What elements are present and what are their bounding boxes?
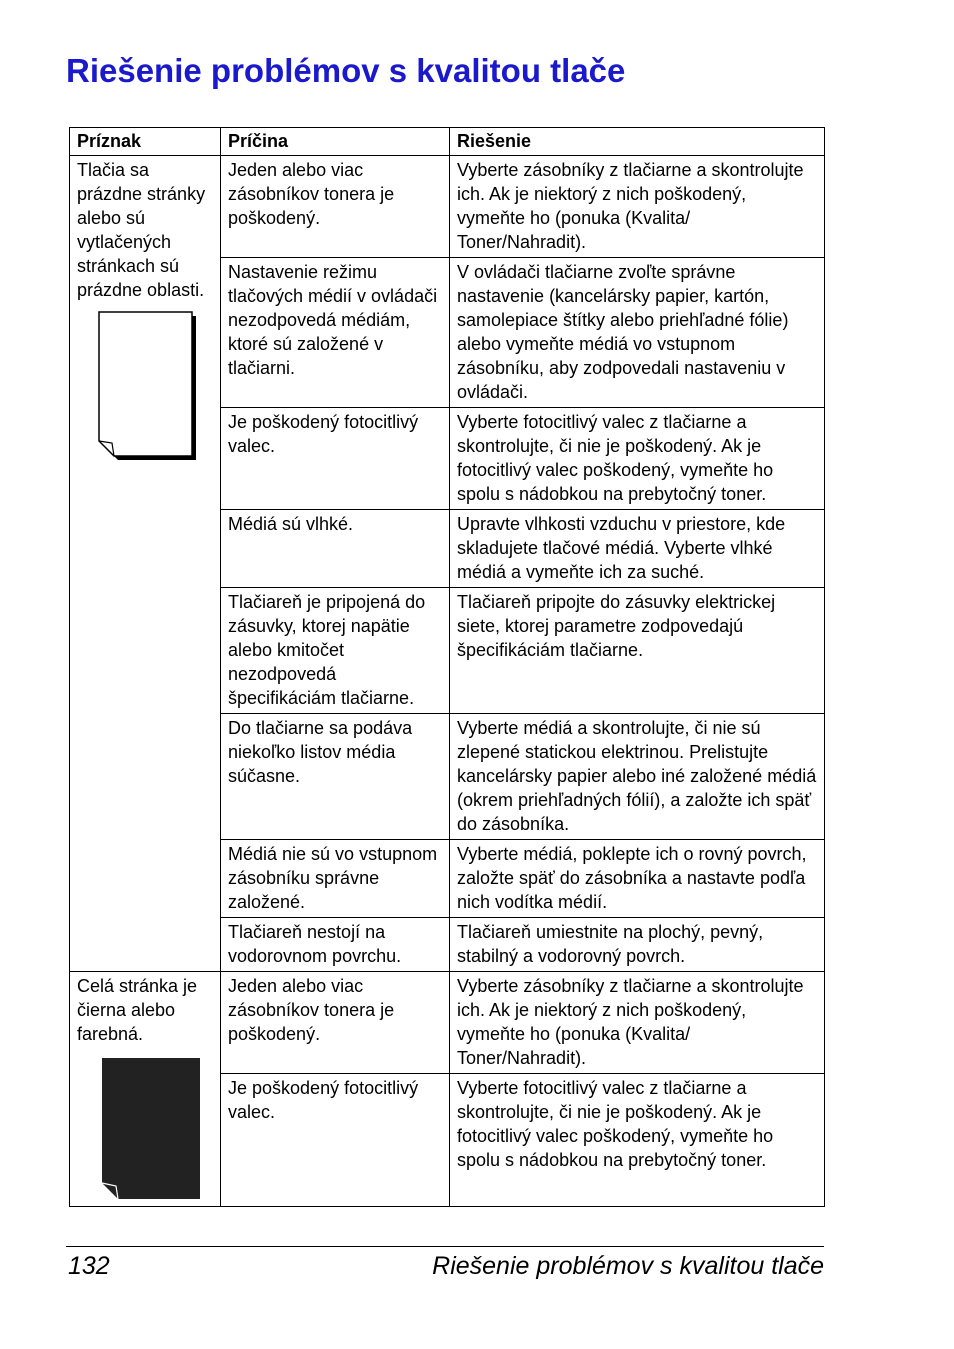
solution-cell: Upravte vlhkosti vzduchu v priestore, kde skladujete tlačové médiá. Vyberte vlhké médiá a vymeňte ich za suché. [450, 510, 825, 588]
troubleshooting-table [69, 127, 825, 1207]
black-page-icon [96, 1056, 202, 1202]
cause-cell: Tlačiareň nestojí na vodorovnom povrchu. [221, 918, 450, 972]
cause-cell: Jeden alebo viac zásobníkov tonera je poškodený. [221, 156, 450, 258]
header-solution: Riešenie [450, 128, 825, 156]
table-row [70, 156, 825, 258]
cause-cell: Tlačiareň je pripojená do zásuvky, ktorej napätie alebo kmitočet nezodpovedá špecifikáciám tlačiarne. [221, 588, 450, 714]
cause-cell: Do tlačiarne sa podáva niekoľko listov média súčasne. [221, 714, 450, 840]
cause-cell: Je poškodený fotocitlivý valec. [221, 408, 450, 510]
cause-cell: Médiá sú vlhké. [221, 510, 450, 588]
solution-cell: Vyberte médiá, poklepte ich o rovný povrch, založte späť do zásobníka a nastavte podľa nich vodítka médií. [450, 840, 825, 918]
symptom-text: Celá stránka je čierna alebo farebná. [77, 976, 198, 1044]
solution-cell: Tlačiareň pripojte do zásuvky elektrickej siete, ktorej parametre zodpovedajú špecifikáciám tlačiarne. [450, 588, 825, 714]
symptom-cell [70, 156, 221, 972]
cause-cell: Jeden alebo viac zásobníkov tonera je poškodený. [221, 972, 450, 1074]
solution-cell: Vyberte fotocitlivý valec z tlačiarne a skontrolujte, či nie je poškodený. Ak je fotocitlivý valec poškodený, vymeňte ho spolu s nádobkou na prebytočný toner. [450, 408, 825, 510]
page-title: Riešenie problémov s kvalitou tlače [66, 52, 626, 89]
symptom-text: Tlačia sa prázdne stránky alebo sú vytlačených stránkach sú prázdne oblasti. [77, 160, 206, 300]
solution-cell: V ovládači tlačiarne zvoľte správne nastavenie (kancelársky papier, kartón, samolepiace štítky alebo priehľadné fólie) alebo vymeňte médiá vo vstupnom zásobníku, aby zodpovedali nastaveniu v ovládači. [450, 258, 825, 408]
page-number: 132 [68, 1252, 110, 1280]
solution-cell: Vyberte médiá a skontrolujte, či nie sú zlepené statickou elektrinou. Prelistujte kancelársky papier alebo iné založené médiá (okrem priehľadných fólií), a založte ich späť do zásobníka. [450, 714, 825, 840]
table-header-row [70, 128, 825, 156]
solution-cell: Vyberte zásobníky z tlačiarne a skontrolujte ich. Ak je niektorý z nich poškodený, vymeňte ho (ponuka (Kvalita/ Toner/Nahradit). [450, 156, 825, 258]
solution-cell: Vyberte fotocitlivý valec z tlačiarne a skontrolujte, či nie je poškodený. Ak je fotocitlivý valec poškodený, vymeňte ho spolu s nádobkou na prebytočný toner. [450, 1074, 825, 1207]
cause-cell: Nastavenie režimu tlačových médií v ovládači nezodpovedá médiám, ktoré sú založené v tlačiarni. [221, 258, 450, 408]
cause-cell: Médiá nie sú vo vstupnom zásobníku správne založené. [221, 840, 450, 918]
blank-page-icon [93, 310, 199, 460]
table-row [70, 972, 825, 1074]
footer-title: Riešenie problémov s kvalitou tlače [432, 1252, 824, 1280]
cause-cell: Je poškodený fotocitlivý valec. [221, 1074, 450, 1207]
solution-cell: Tlačiareň umiestnite na plochý, pevný, stabilný a vodorovný povrch. [450, 918, 825, 972]
footer-divider [66, 1246, 824, 1247]
solution-cell: Vyberte zásobníky z tlačiarne a skontrolujte ich. Ak je niektorý z nich poškodený, vymeňte ho (ponuka (Kvalita/ Toner/Nahradit). [450, 972, 825, 1074]
header-cause: Príčina [221, 128, 450, 156]
header-symptom: Príznak [70, 128, 221, 156]
symptom-cell [70, 972, 221, 1207]
